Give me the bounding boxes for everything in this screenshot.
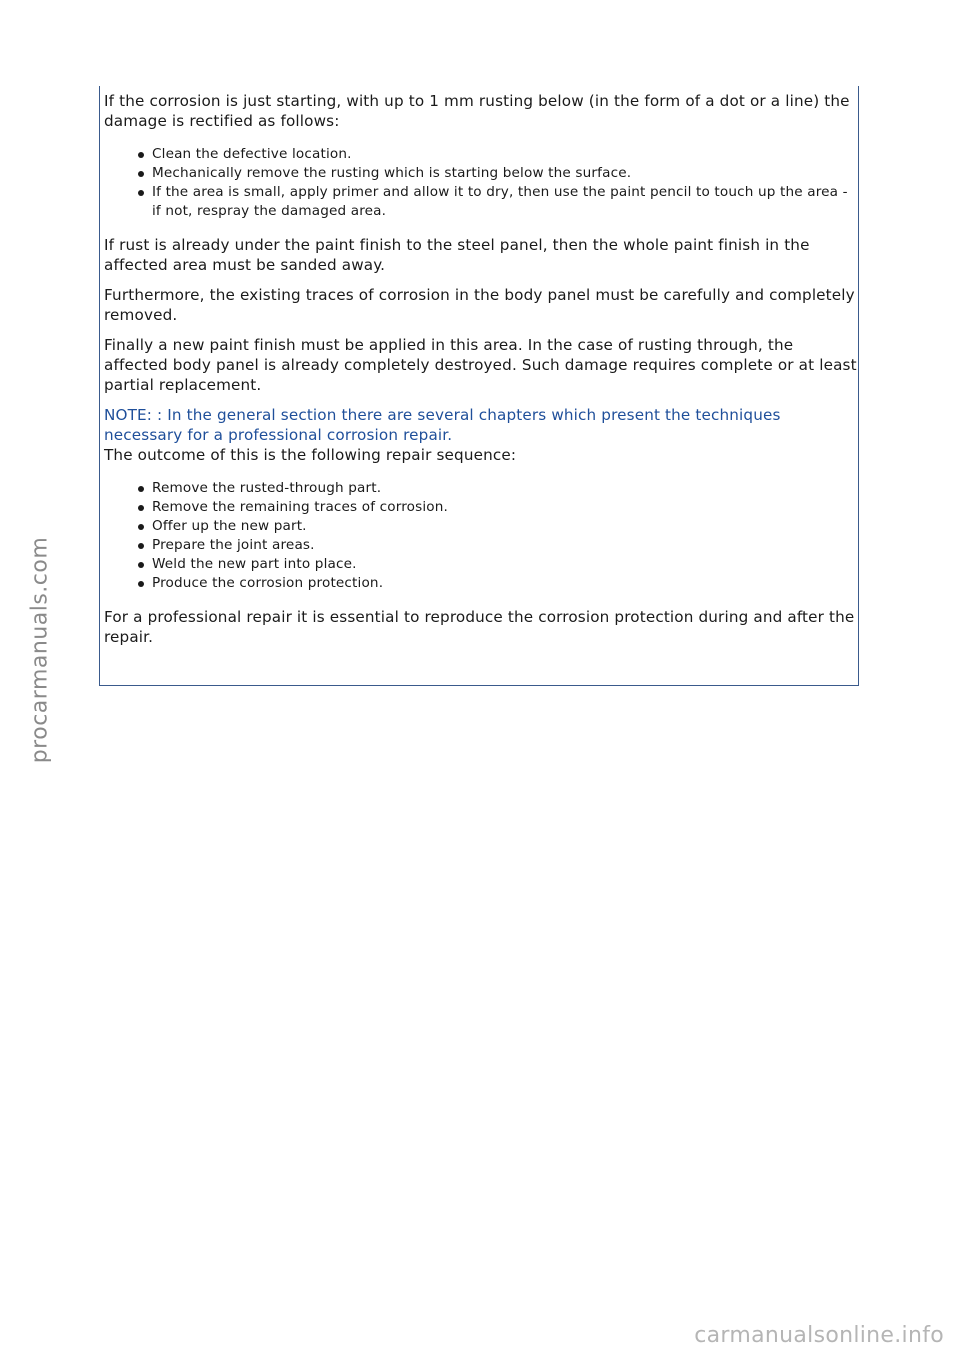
list-item: Mechanically remove the rusting which is starting below the surface.	[152, 164, 858, 183]
list-item: Remove the remaining traces of corrosion.	[152, 498, 858, 517]
closing-paragraph: For a professional repair it is essential to reproduce the corrosion protection during and after the repair.	[104, 608, 855, 646]
repair-sequence-steps	[104, 479, 858, 593]
list-item: Offer up the new part.	[152, 517, 858, 536]
sequence-intro: The outcome of this is the following repair sequence:	[104, 446, 517, 464]
furthermore-paragraph: Furthermore, the existing traces of corrosion in the body panel must be carefully and completely removed.	[104, 286, 855, 324]
list-item: If the area is small, apply primer and allow it to dry, then use the paint pencil to touch up the area - if not, respray the damaged area.	[152, 183, 858, 221]
finally-paragraph: Finally a new paint finish must be applied in this area. In the case of rusting through, the affected body panel is already completely destroyed. Such damage requires complete or at least partial replacement.	[104, 336, 857, 394]
side-watermark-text: procarmanuals.com	[27, 536, 53, 764]
small-damage-steps	[104, 145, 858, 221]
list-item: Remove the rusted-through part.	[152, 479, 858, 498]
side-watermark	[10, 530, 70, 770]
intro-paragraph: If the corrosion is just starting, with up to 1 mm rusting below (in the form of a dot or a line) the damage is rectified as follows:	[104, 92, 850, 130]
document-body	[104, 91, 858, 657]
bottom-watermark: carmanualsonline.info	[694, 1323, 944, 1348]
list-item: Weld the new part into place.	[152, 555, 858, 574]
note-text: NOTE: : In the general section there are several chapters which present the techniques necessary for a professional corrosion repair.	[104, 406, 781, 444]
list-item: Produce the corrosion protection.	[152, 574, 858, 593]
rust-paragraph: If rust is already under the paint finish to the steel panel, then the whole paint finish in the affected area must be sanded away.	[104, 236, 810, 274]
list-item: Prepare the joint areas.	[152, 536, 858, 555]
list-item: Clean the defective location.	[152, 145, 858, 164]
